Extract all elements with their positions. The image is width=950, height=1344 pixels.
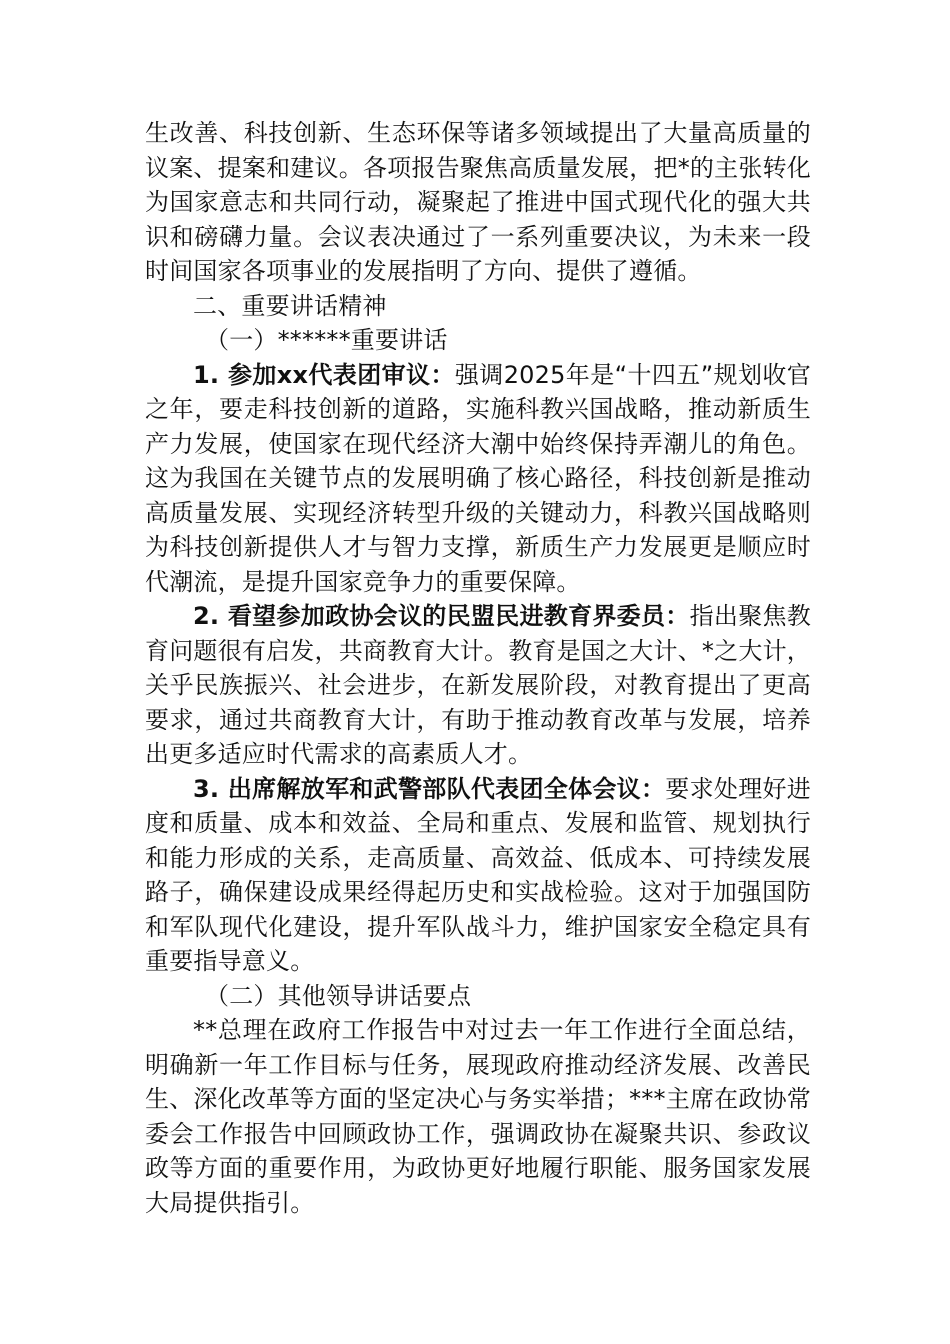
speech-item-2-body: 指出聚焦教育问题很有启发，共商教育大计。教育是国之大计、*之大计，关乎民族振兴、社会进步，在新发展阶段，对教育提出了更高要求，通过共商教育大计，有助于推动教育改革与发展，培养出更多适应时代需求的高素质人才。: [145, 602, 811, 768]
document-page: [145, 116, 811, 1220]
subsection-heading-1: （一）******重要讲话: [205, 326, 448, 354]
speech-item-3: [145, 772, 811, 979]
subsection-heading-2: （二）其他领导讲话要点: [205, 981, 472, 1010]
speech-item-1: [145, 358, 811, 600]
intro-paragraph: 生改善、科技创新、生态环保等诸多领域提出了大量高质量的议案、提案和建议。各项报告聚焦高质量发展，把*的主张转化为国家意志和共同行动，凝聚起了推进中国式现代化的强大共识和磅礴力量。会议表决通过了一系列重要决议，为未来一段时间国家各项事业的发展指明了方向、提供了遵循。: [145, 119, 811, 285]
speech-item-2: [145, 599, 811, 772]
section-heading: 二、重要讲话精神: [193, 291, 387, 320]
speech-item-3-title: 3. 出席解放军和武警部队代表团全体会议：: [193, 774, 666, 803]
speech-item-2-title: 2. 看望参加政协会议的民盟民进教育界委员：: [193, 602, 690, 630]
speech-item-1-body: 强调2025年是“十四五”规划收官之年，要走科技创新的道路，实施科教兴国战略，推动新质生产力发展，使国家在现代经济大潮中始终保持弄潮儿的角色。这为我国在关键节点的发展明确了核心路径，科技创新是推动高质量发展、实现经济转型升级的关键动力，科教兴国战略则为科技创新提供人才与智力支撑，新质生产力发展更是顺应时代潮流，是提升国家竞争力的重要保障。: [145, 360, 811, 596]
speech-item-3-body: 要求处理好进度和质量、成本和效益、全局和重点、发展和监管、规划执行和能力形成的关系，走高质量、高效益、低成本、可持续发展路子，确保建设成果经得起历史和实战检验。这对于加强国防和军队现代化建设，提升军队战斗力，维护国家安全稳定具有重要指导意义。: [145, 774, 812, 975]
speech-item-1-title: 1. 参加xx代表团审议：: [193, 360, 455, 389]
other-leaders-paragraph: **总理在政府工作报告中对过去一年工作进行全面总结，明确新一年工作目标与任务，展现政府推动经济发展、改善民生、深化改革等方面的坚定决心与务实举措；***主席在政协常委会工作报告中回顾政协工作，强调政协在凝聚共识、参政议政等方面的重要作用，为政协更好地履行职能、服务国家发展大局提供指引。: [145, 1016, 811, 1217]
